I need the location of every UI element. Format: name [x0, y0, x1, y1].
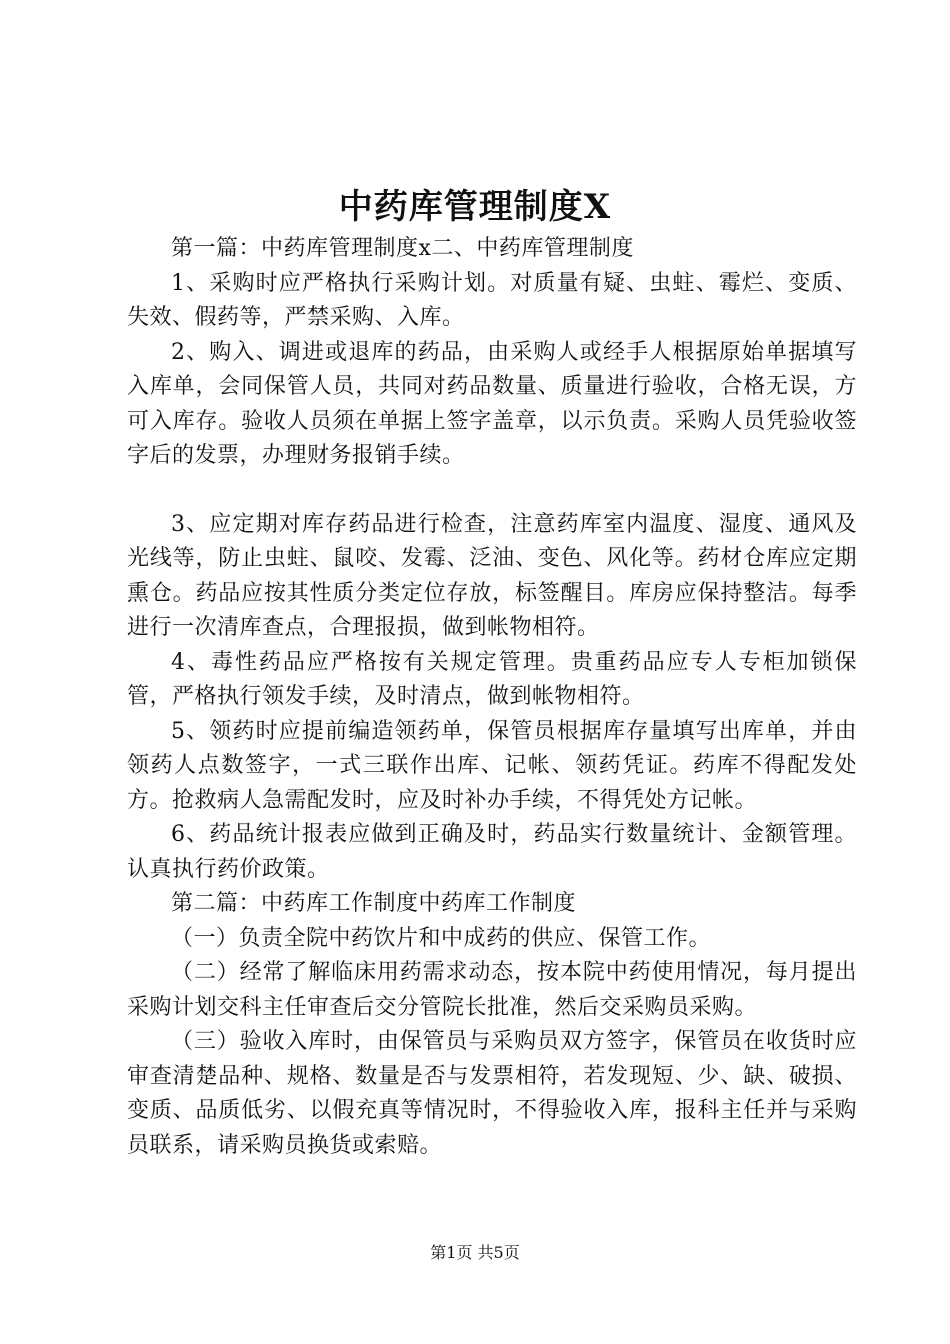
paragraph: 6、药品统计报表应做到正确及时，药品实行数量统计、金额管理。认真执行药价政策。 — [127, 822, 857, 882]
document-title: 中药库管理制度X — [338, 187, 612, 227]
paragraph: 2、购入、调进或退库的药品，由采购人或经手人根据原始单据填写入库单，会同保管人员，共同对药品数量、质量进行验收，合格无误，方可入库存。验收人员须在单据上签字盖章，以示负责。采购人员凭验收签字后的发票，办理财务报销手续。 — [127, 339, 857, 468]
paragraph: （二）经常了解临床用药需求动态，按本院中药使用情况，每月提出采购计划交科主任审查后交分管院长批准，然后交采购员采购。 — [127, 960, 857, 1020]
paragraph: 1、采购时应严格执行采购计划。对质量有疑、虫蛀、霉烂、变质、失效、假药等，严禁采购、入库。 — [127, 270, 857, 330]
page-number-footer: 第1页 共5页 — [430, 1243, 520, 1262]
paragraph: （一）负责全院中药饮片和中成药的供应、保管工作。 — [171, 925, 712, 951]
section-heading: 第二篇：中药库工作制度中药库工作制度 — [171, 891, 577, 916]
document-body — [127, 232, 857, 1163]
paragraph: 4、毒性药品应严格按有关规定管理。贵重药品应专人专柜加锁保管，严格执行领发手续，及时清点，做到帐物相符。 — [127, 649, 857, 709]
paragraph: 5、领药时应提前编造领药单，保管员根据库存量填写出库单，并由领药人点数签字，一式三联作出库、记帐、领药凭证。药库不得配发处方。抢救病人急需配发时，应及时补办手续，不得凭处方记帐。 — [127, 718, 857, 813]
paragraph: 第一篇：中药库管理制度x二、中药库管理制度 — [171, 236, 634, 261]
paragraph: 3、应定期对库存药品进行检查，注意药库室内温度、湿度、通风及光线等，防止虫蛀、鼠咬、发霉、泛油、变色、风化等。药材仓库应定期熏仓。药品应按其性质分类定位存放，标签醒目。库房应保持整洁。每季进行一次清库查点，合理报损，做到帐物相符。 — [127, 511, 857, 640]
paragraph: （三）验收入库时，由保管员与采购员双方签字，保管员在收货时应审查清楚品种、规格、数量是否与发票相符，若发现短、少、缺、破损、变质、品质低劣、以假充真等情况时，不得验收入库，报科主任并与采购员联系，请采购员换货或索赔。 — [127, 1029, 857, 1158]
